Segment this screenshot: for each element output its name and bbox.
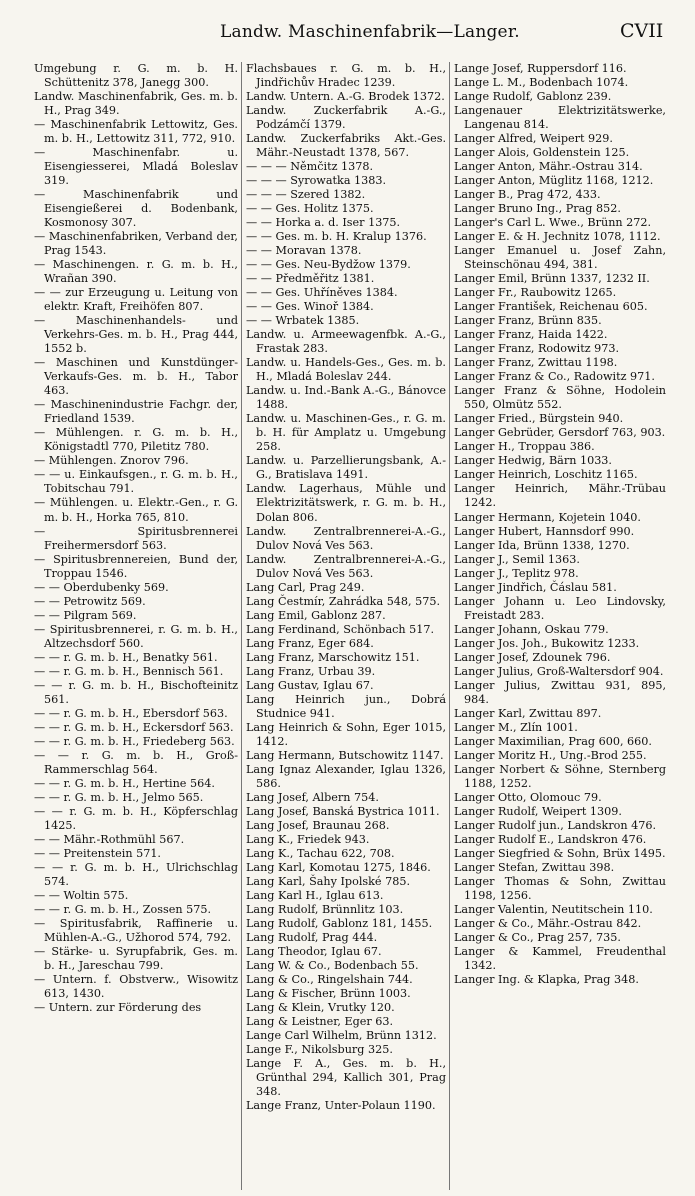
directory-entry: — Untern. f. Obstverw., Wisowitz 613, 1430. bbox=[34, 973, 238, 1001]
directory-entry: Landw. Zentralbrennerei-A.-G., Dulov Nová Ves 563. bbox=[246, 552, 446, 580]
directory-entry: — — Petrowitz 569. bbox=[34, 594, 146, 608]
directory-entry: Lang Heinrich jun., Dobrá Studnice 941. bbox=[246, 692, 446, 720]
directory-entry: Lange Carl Wilhelm, Brünn 1312. bbox=[246, 1029, 437, 1043]
directory-entry: — — Pilgram 569. bbox=[34, 608, 137, 622]
directory-entry: — Spiritusbrennerei, r. G. m. b. H., Altzechsdorf 560. bbox=[34, 622, 238, 650]
directory-entry: Landw. Zuckerfabrik A.-G., Podzámčí 1379. bbox=[246, 104, 446, 132]
directory-entry: — — r. G. m. b. H., Ulrichschlag 574. bbox=[34, 860, 238, 888]
page-header bbox=[0, 0, 695, 50]
directory-entry: Langer Hubert, Hannsdorf 990. bbox=[454, 524, 635, 538]
directory-entry: Lang Emil, Gablonz 287. bbox=[246, 608, 386, 622]
directory-entry: Umgebung r. G. m. b. H. Schüttenitz 378, Janegg 300. bbox=[34, 62, 238, 90]
directory-entry: Lang Franz, Eger 684. bbox=[246, 636, 374, 650]
directory-entry: Langer Ida, Brünn 1338, 1270. bbox=[454, 538, 630, 552]
column-left bbox=[34, 62, 238, 1190]
directory-entry: Langer Thomas & Sohn, Zwittau 1198, 1256. bbox=[454, 874, 666, 902]
directory-entry: Langer Heinrich, Loschitz 1165. bbox=[454, 468, 638, 482]
directory-entry: Langer Emil, Brünn 1337, 1232 II. bbox=[454, 272, 650, 286]
directory-entry: Langer J., Semil 1363. bbox=[454, 552, 580, 566]
directory-entry: — — Wrbatek 1385. bbox=[246, 314, 360, 328]
directory-entry: Lang K., Tachau 622, 708. bbox=[246, 846, 395, 860]
directory-entry: — Mühlengen. u. Elektr.-Gen., r. G. m. b. H., Horka 765, 810. bbox=[34, 496, 238, 524]
directory-entry: Langer Stefan, Zwittau 398. bbox=[454, 860, 615, 874]
directory-entry: Langer Moritz H., Ung.-Brod 255. bbox=[454, 748, 647, 762]
directory-entry: Langer Josef, Zdounek 796. bbox=[454, 650, 611, 664]
directory-entry: Landw. u. Ind.-Bank A.-G., Bánovce 1488. bbox=[246, 384, 446, 412]
directory-entry: — — r. G. m. b. H., Ebersdorf 563. bbox=[34, 706, 228, 720]
directory-entry: Lang Gustav, Iglau 67. bbox=[246, 678, 374, 692]
directory-entry: Lang Karl, Komotau 1275, 1846. bbox=[246, 860, 431, 874]
directory-entry: Langer Franz, Zwittau 1198. bbox=[454, 356, 618, 370]
directory-entry: Lang & Fischer, Brünn 1003. bbox=[246, 987, 411, 1001]
directory-entry: — — Oberdubenky 569. bbox=[34, 580, 169, 594]
directory-entry: Lang Rudolf, Brünnlitz 103. bbox=[246, 902, 404, 916]
directory-entry: — — u. Einkaufsgen., r. G. m. b. H., Tobitschau 791. bbox=[34, 468, 238, 496]
directory-entry: Lang Ferdinand, Schönbach 517. bbox=[246, 622, 435, 636]
directory-entry: Lange F., Nikolsburg 325. bbox=[246, 1043, 393, 1057]
directory-entry: — — Předměřitz 1381. bbox=[246, 272, 375, 286]
directory-entry: Lang Rudolf, Gablonz 181, 1455. bbox=[246, 916, 433, 930]
directory-entry: — — Preitenstein 571. bbox=[34, 846, 161, 860]
directory-entry: Langer Gebrüder, Gersdorf 763, 903. bbox=[454, 426, 666, 440]
directory-entry: Lang Karl, Šahy Ipolské 785. bbox=[246, 874, 411, 888]
directory-entry: Lange Rudolf, Gablonz 239. bbox=[454, 90, 612, 104]
directory-entry: Lang & Co., Ringelshain 744. bbox=[246, 973, 413, 987]
directory-entry: Langer Julius, Groß-Waltersdorf 904. bbox=[454, 664, 664, 678]
directory-entry: Lang Theodor, Iglau 67. bbox=[246, 944, 382, 958]
directory-entry: Langer Rudolf jun., Landskron 476. bbox=[454, 818, 657, 832]
directory-entry: Langer František, Reichenau 605. bbox=[454, 300, 648, 314]
directory-entry: — — Woltin 575. bbox=[34, 888, 129, 902]
directory-entry: — Maschinenhandels- und Verkehrs-Ges. m. b. H., Prag 444, 1552 b. bbox=[34, 314, 238, 356]
directory-entry: — Maschinenindustrie Fachgr. der, Friedland 1539. bbox=[34, 398, 238, 426]
directory-entry: Langer J., Teplitz 978. bbox=[454, 566, 579, 580]
directory-entry: — Mühlengen. r. G. m. b. H., Königstadtl 770, Piletitz 780. bbox=[34, 426, 238, 454]
directory-entry: Lang Heinrich & Sohn, Eger 1015, 1412. bbox=[246, 720, 446, 748]
directory-entry: Landw. u. Maschinen-Ges., r. G. m. b. H. für Amplatz u. Umgebung 258. bbox=[246, 412, 446, 454]
directory-entry: Lang Karl H., Iglau 613. bbox=[246, 888, 384, 902]
directory-entry: Lang Hermann, Butschowitz 1147. bbox=[246, 748, 444, 762]
directory-entry: Langer Hermann, Kojetein 1040. bbox=[454, 510, 641, 524]
directory-entry: Lang W. & Co., Bodenbach 55. bbox=[246, 959, 419, 972]
directory-entry: Langer Emanuel u. Josef Zahn, Steinschönau 494, 381. bbox=[454, 244, 666, 272]
directory-entry: Landw. u. Armeewagenfbk. A.-G., Frastak 283. bbox=[246, 328, 446, 356]
directory-entry: Langer Anton, Müglitz 1168, 1212. bbox=[454, 174, 654, 188]
directory-entry: — — zur Erzeugung u. Leitung von elektr. Kraft, Freihöfen 807. bbox=[34, 286, 238, 314]
directory-entry: — Maschinen und Kunstdünger-Verkaufs-Ges. m. b. H., Tabor 463. bbox=[34, 356, 238, 398]
directory-entry: Lange L. M., Bodenbach 1074. bbox=[454, 76, 629, 90]
directory-entry: Langer Heinrich, Mähr.-Trübau 1242. bbox=[454, 482, 666, 510]
page-number: CVII bbox=[620, 20, 664, 42]
directory-entry: — — Horka a. d. Iser 1375. bbox=[246, 216, 401, 230]
directory-entry: Langer & Co., Mähr.-Ostrau 842. bbox=[454, 916, 642, 930]
directory-entry: — — r. G. m. b. H., Bischofteinitz 561. bbox=[34, 678, 238, 706]
directory-entry: Langer Johann u. Leo Lindovsky, Freistadt 283. bbox=[454, 594, 666, 622]
directory-entry: Lang Franz, Marschowitz 151. bbox=[246, 650, 420, 664]
directory-entry: Langer Fr., Raubowitz 1265. bbox=[454, 286, 617, 300]
directory-entry: Langer Alois, Goldenstein 125. bbox=[454, 146, 630, 160]
directory-entry: Lang & Leistner, Eger 63. bbox=[246, 1015, 394, 1029]
directory-entry: Lang Josef, Albern 754. bbox=[246, 790, 379, 804]
directory-entry: Langer's Carl L. Wwe., Brünn 272. bbox=[454, 216, 652, 230]
directory-entry: — — r. G. m. b. H., Friedeberg 563. bbox=[34, 734, 235, 748]
directory-entry: Langer Julius, Zwittau 931, 895, 984. bbox=[454, 678, 666, 706]
directory-entry: Langer Franz & Co., Radowitz 971. bbox=[454, 370, 655, 384]
directory-entry: — — Ges. Holitz 1375. bbox=[246, 202, 374, 216]
directory-entry: Langer Fried., Bürgstein 940. bbox=[454, 412, 624, 426]
directory-entry: Langer Franz & Söhne, Hodolein 550, Olmütz 552. bbox=[454, 384, 666, 412]
directory-entry: Langer H., Troppau 386. bbox=[454, 440, 595, 454]
directory-entry: Langer Jindřich, Čáslau 581. bbox=[454, 580, 617, 594]
directory-entry: Langer Anton, Mähr.-Ostrau 314. bbox=[454, 160, 643, 174]
directory-entry: Langenauer Elektrizitätswerke, Langenau 814. bbox=[454, 104, 666, 132]
directory-entry: Langer M., Zlín 1001. bbox=[454, 720, 578, 734]
directory-entry: — — r. G. m. b. H., Köpferschlag 1425. bbox=[34, 804, 238, 832]
directory-entry: — Maschinenfabrik Lettowitz, Ges. m. b. H., Lettowitz 311, 772, 910. bbox=[34, 118, 238, 146]
directory-entry: Langer Franz, Rodowitz 973. bbox=[454, 342, 620, 356]
directory-entry: — — Moravan 1378. bbox=[246, 244, 362, 258]
directory-entry: — Stärke- u. Syrupfabrik, Ges. m. b. H., Jareschau 799. bbox=[34, 944, 238, 972]
directory-entry: Langer Rudolf E., Landskron 476. bbox=[454, 832, 647, 846]
directory-entry: Lang & Klein, Vrutky 120. bbox=[246, 1001, 395, 1015]
directory-entry: Lange Franz, Unter-Polaun 1190. bbox=[246, 1099, 436, 1113]
directory-entry: Langer Hedwig, Bärn 1033. bbox=[454, 454, 612, 468]
directory-entry: — Maschinengen. r. G. m. b. H., Wrañan 390. bbox=[34, 258, 238, 286]
running-title: Landw. Maschinenfabrik—Langer. bbox=[220, 22, 520, 42]
directory-entry: — — Ges. Winoř 1384. bbox=[246, 300, 374, 314]
directory-entry: Langer Valentin, Neutitschein 110. bbox=[454, 902, 653, 916]
directory-entry: Langer Franz, Brünn 835. bbox=[454, 314, 602, 328]
directory-entry: Langer Ing. & Klapka, Prag 348. bbox=[454, 973, 639, 987]
directory-entry: Lang Josef, Banská Bystrica 1011. bbox=[246, 804, 440, 818]
directory-entry: Langer Otto, Olomouc 79. bbox=[454, 790, 602, 804]
directory-entry: — Maschinenfabr. u. Eisengiesserei, Mladá Boleslav 319. bbox=[34, 146, 238, 188]
directory-entry: Langer & Co., Prag 257, 735. bbox=[454, 930, 621, 944]
directory-entry: Langer Siegfried & Sohn, Brüx 1495. bbox=[454, 846, 666, 860]
directory-entry: — Spiritusbrennereien, Bund der, Troppau 1546. bbox=[34, 552, 238, 580]
directory-entry: Langer Alfred, Weipert 929. bbox=[454, 132, 613, 146]
directory-entry: Lang Ignaz Alexander, Iglau 1326, 586. bbox=[246, 762, 446, 790]
column-divider bbox=[241, 62, 242, 1190]
directory-entry: — — r. G. m. b. H., Hertine 564. bbox=[34, 776, 215, 790]
directory-entry: Langer E. & H. Jechnitz 1078, 1112. bbox=[454, 230, 661, 244]
directory-entry: — — r. G. m. b. H., Eckersdorf 563. bbox=[34, 720, 234, 734]
directory-entry: Langer Jos. Joh., Bukowitz 1233. bbox=[454, 636, 640, 650]
directory-entry: — — — Szered 1382. bbox=[246, 188, 366, 202]
directory-entry: Lang Franz, Urbau 39. bbox=[246, 664, 376, 678]
directory-entry: Landw. u. Handels-Ges., Ges. m. b. H., Mladá Boleslav 244. bbox=[246, 356, 446, 384]
directory-entry: Landw. Maschinenfabrik, Ges. m. b. H., Prag 349. bbox=[34, 90, 238, 118]
directory-entry: — — — Němčitz 1378. bbox=[246, 160, 374, 174]
directory-entry: — — r. G. m. b. H., Jelmo 565. bbox=[34, 790, 204, 804]
directory-entry: Flachsbaues r. G. m. b. H., Jindřichův Hradec 1239. bbox=[246, 62, 446, 90]
column-right bbox=[454, 62, 666, 1190]
directory-entry: — — r. G. m. b. H., Bennisch 561. bbox=[34, 664, 224, 678]
directory-entry: — Spiritusfabrik, Raffinerie u. Mühlen-A.-G., Užhorod 574, 792. bbox=[34, 916, 238, 944]
directory-entry: Langer Bruno Ing., Prag 852. bbox=[454, 202, 621, 216]
directory-entry: — — r. G. m. b. H., Groß-Rammerschlag 564. bbox=[34, 748, 238, 776]
directory-entry: Landw. Lagerhaus, Mühle und Elektrizitätswerk, r. G. m. b. H., Dolan 806. bbox=[246, 482, 446, 524]
directory-entry: Lange F. A., Ges. m. b. H., Grünthal 294, Kallich 301, Prag 348. bbox=[246, 1057, 446, 1099]
directory-entry: Lang K., Friedek 943. bbox=[246, 832, 370, 846]
directory-entry: Langer Franz, Haida 1422. bbox=[454, 328, 608, 342]
directory-entry: Langer Rudolf, Weipert 1309. bbox=[454, 804, 622, 818]
directory-entry: Langer & Kammel, Freudenthal 1342. bbox=[454, 944, 666, 972]
directory-entry: Lang Rudolf, Prag 444. bbox=[246, 930, 378, 944]
directory-entry: — — r. G. m. b. H., Benatky 561. bbox=[34, 650, 218, 664]
directory-entry: Langer Johann, Oskau 779. bbox=[454, 622, 609, 636]
column-middle bbox=[246, 62, 446, 1190]
directory-entry: — — Ges. m. b. H. Kralup 1376. bbox=[246, 230, 427, 244]
directory-entry: Landw. Untern. A.-G. Brodek 1372. bbox=[246, 90, 445, 104]
directory-entry: — Mühlengen. Znorov 796. bbox=[34, 454, 189, 468]
column-divider bbox=[449, 62, 450, 1190]
directory-entry: Landw. u. Parzellierungsbank, A.-G., Bratislava 1491. bbox=[246, 454, 446, 482]
directory-entry: Lang Čestmír, Zahrádka 548, 575. bbox=[246, 594, 441, 608]
directory-entry: Landw. Zentralbrennerei-A.-G., Dulov Nová Ves 563. bbox=[246, 524, 446, 552]
directory-entry: Langer Karl, Zwittau 897. bbox=[454, 706, 602, 720]
directory-entry: — — Ges. Uhříněves 1384. bbox=[246, 286, 398, 300]
directory-entry: — Maschinenfabriken, Verband der, Prag 1543. bbox=[34, 230, 238, 258]
directory-entry: Lang Carl, Prag 249. bbox=[246, 580, 365, 594]
directory-entry: — — Mähr.-Rothmühl 567. bbox=[34, 832, 185, 846]
directory-entry: Langer Norbert & Söhne, Sternberg 1188, 1252. bbox=[454, 762, 666, 790]
directory-entry: — Maschinenfabrik und Eisengießerei d. Bodenbank, Kosmonosy 307. bbox=[34, 188, 238, 230]
directory-entry: — Spiritusbrennerei Freihermersdorf 563. bbox=[34, 524, 238, 552]
directory-entry: Lang Josef, Braunau 268. bbox=[246, 818, 390, 832]
directory-entry: — — r. G. m. b. H., Zossen 575. bbox=[34, 902, 212, 916]
directory-entry: — — — Syrowatka 1383. bbox=[246, 174, 387, 188]
directory-entry: — — Ges. Neu-Bydžow 1379. bbox=[246, 258, 411, 272]
directory-entry: — Untern. zur Förderung des bbox=[34, 1001, 202, 1015]
directory-entry: Langer Maximilian, Prag 600, 660. bbox=[454, 734, 652, 748]
directory-columns bbox=[34, 62, 666, 1192]
directory-entry: Landw. Zuckerfabriks Akt.-Ges. Mähr.-Neustadt 1378, 567. bbox=[246, 132, 446, 160]
directory-entry: Lange Josef, Ruppersdorf 116. bbox=[454, 62, 627, 75]
directory-entry: Langer B., Prag 472, 433. bbox=[454, 188, 601, 202]
